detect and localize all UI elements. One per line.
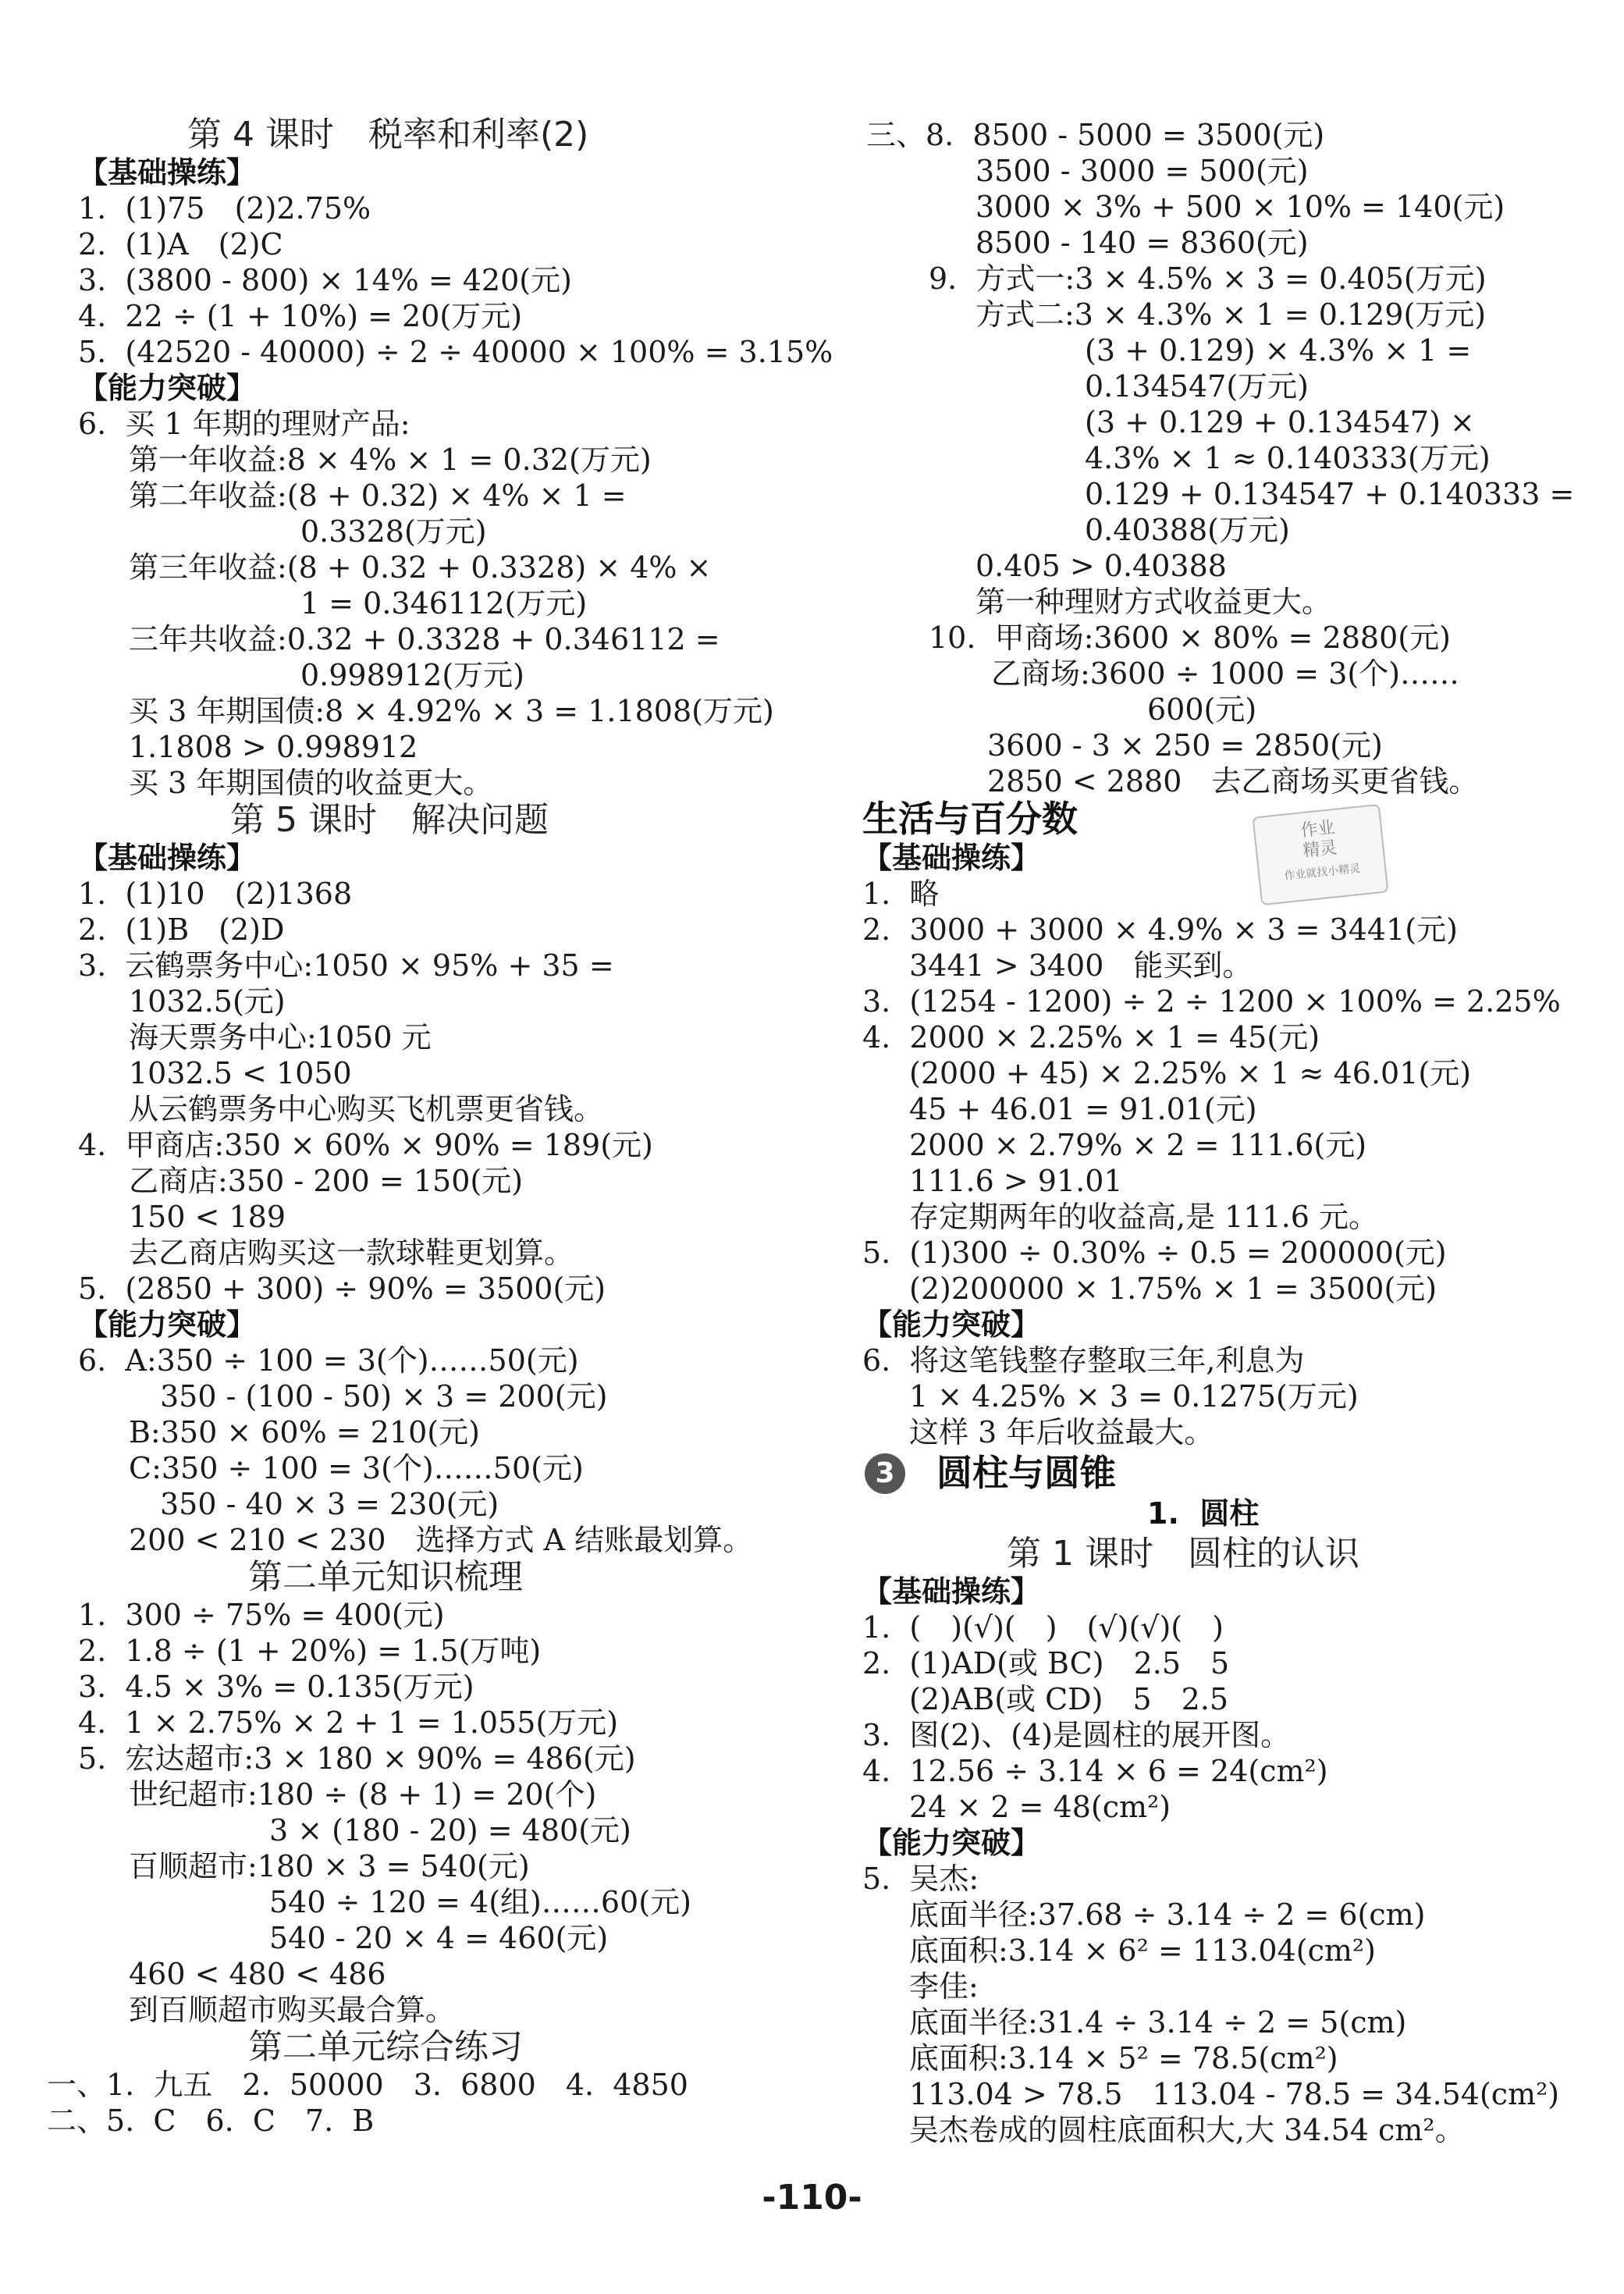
answer-line: 3 × (180 - 20) = 480(元) <box>269 1813 631 1848</box>
answer-line: 5. (2850 + 300) ÷ 90% = 3500(元) <box>78 1271 606 1306</box>
answer-line: 113.04 > 78.5 113.04 - 78.5 = 34.54(cm²) <box>909 2077 1560 2111</box>
answer-line: 600(元) <box>1147 692 1257 727</box>
section-basic: 【基础操练】 <box>862 1574 1041 1609</box>
answer-line: 45 + 46.01 = 91.01(元) <box>909 1092 1257 1126</box>
answer-line: 0.405 > 0.40388 <box>975 549 1227 583</box>
answer-line: 底面半径:31.4 ÷ 3.14 ÷ 2 = 5(cm) <box>909 2005 1407 2040</box>
section-basic: 【基础操练】 <box>78 155 257 190</box>
answer-line: 从云鹤票务中心购买飞机票更省钱。 <box>129 1092 604 1126</box>
answer-line: 一、1. 九五 2. 50000 3. 6800 4. 4850 <box>47 2068 688 2102</box>
answer-line: 540 - 20 × 4 = 460(元) <box>269 1921 609 1955</box>
answer-line: 方式二:3 × 4.3% × 1 = 0.129(万元) <box>975 297 1487 332</box>
answer-line: 2850 < 2880 去乙商场买更省钱。 <box>987 764 1479 798</box>
answer-line: 乙商场:3600 ÷ 1000 = 3(个)…… <box>991 656 1460 691</box>
answer-line: 3. (1254 - 1200) ÷ 2 ÷ 1200 × 100% = 2.25% <box>862 984 1561 1019</box>
section-basic: 【基础操练】 <box>78 841 257 875</box>
answer-line: 350 - (100 - 50) × 3 = 200(元) <box>160 1379 608 1414</box>
answer-line: 底面积:3.14 × 6² = 113.04(cm²) <box>909 1933 1376 1968</box>
section-basic: 【基础操练】 <box>862 841 1041 875</box>
answer-line: 6. 买 1 年期的理财产品: <box>78 407 410 441</box>
answer-line: 3. 4.5 × 3% = 0.135(万元) <box>78 1670 474 1704</box>
answer-line: 4.3% × 1 ≈ 0.140333(万元) <box>1085 441 1491 475</box>
answer-line: 1. ( )(√)( ) (√)(√)( ) <box>862 1610 1224 1645</box>
answer-line: 460 < 480 < 486 <box>129 1957 386 1991</box>
answer-line: 5. (1)300 ÷ 0.30% ÷ 0.5 = 200000(元) <box>862 1236 1447 1270</box>
section-ability: 【能力突破】 <box>862 1826 1041 1860</box>
answer-line: 5. (42520 - 40000) ÷ 2 ÷ 40000 × 100% = 3.15% <box>78 335 833 369</box>
lesson-title: 第 1 课时 圆柱的认识 <box>1007 1534 1359 1574</box>
section-title: 生活与百分数 <box>862 798 1078 840</box>
answer-line: 1 = 0.346112(万元) <box>300 586 588 621</box>
answer-line: C:350 ÷ 100 = 3(个)……50(元) <box>129 1451 584 1485</box>
answer-line: 吴杰卷成的圆柱底面积大,大 34.54 cm²。 <box>909 2113 1465 2147</box>
answer-line: B:350 × 60% = 210(元) <box>129 1415 480 1449</box>
page-number: -110- <box>762 2178 862 2218</box>
unit-number-badge: 3 <box>865 1453 905 1494</box>
answer-line: 2. 1.8 ÷ (1 + 20%) = 1.5(万吨) <box>78 1634 542 1668</box>
answer-line: 1032.5 < 1050 <box>129 1056 352 1090</box>
answer-line: 200 < 210 < 230 选择方式 A 结账最划算。 <box>129 1523 753 1557</box>
answer-line: 1. (1)10 (2)1368 <box>78 877 353 911</box>
answer-line: 9. 方式一:3 × 4.5% × 3 = 0.405(万元) <box>929 261 1487 296</box>
answer-line: 第三年收益:(8 + 0.32 + 0.3328) × 4% × <box>129 550 712 585</box>
answer-line: 6. 将这笔钱整存整取三年,利息为 <box>862 1343 1305 1378</box>
answer-line: 1. 300 ÷ 75% = 400(元) <box>78 1598 445 1632</box>
answer-line: 2. 3000 + 3000 × 4.9% × 3 = 3441(元) <box>862 912 1458 947</box>
answer-line: 4. 1 × 2.75% × 2 + 1 = 1.055(万元) <box>78 1705 619 1740</box>
section-ability: 【能力突破】 <box>78 1307 257 1342</box>
answer-line: 1.1808 > 0.998912 <box>129 730 418 764</box>
answer-line: 24 × 2 = 48(cm²) <box>909 1790 1171 1824</box>
answer-line: 1. 略 <box>862 877 940 911</box>
answer-line: 三年共收益:0.32 + 0.3328 + 0.346112 = <box>129 622 720 656</box>
lesson-title: 第 5 课时 解决问题 <box>230 800 549 840</box>
stamp-text: 精灵 <box>1302 838 1338 862</box>
answer-line: 1 × 4.25% × 3 = 0.1275(万元) <box>909 1379 1359 1414</box>
answer-line: (2000 + 45) × 2.25% × 1 ≈ 46.01(元) <box>909 1056 1472 1090</box>
unit-title: 圆柱与圆锥 <box>936 1452 1116 1494</box>
answer-line: (3 + 0.129 + 0.134547) × <box>1085 405 1475 439</box>
answer-line: 李佳: <box>909 1969 979 2004</box>
answer-line: 5. 吴杰: <box>862 1862 979 1896</box>
answer-line: 底面积:3.14 × 5² = 78.5(cm²) <box>909 2041 1338 2075</box>
stamp-logo <box>1252 804 1388 906</box>
answer-line: 去乙商店购买这一款球鞋更划算。 <box>129 1236 574 1270</box>
answer-line: 0.134547(万元) <box>1085 369 1309 404</box>
answer-line: 2. (1)A (2)C <box>78 227 283 261</box>
answer-line: 三、8. 8500 - 5000 = 3500(元) <box>866 118 1325 152</box>
answer-line: 3. (3800 - 800) × 14% = 420(元) <box>78 263 572 297</box>
answer-line: 111.6 > 91.01 <box>909 1164 1123 1198</box>
answer-line: 3441 > 3400 能买到。 <box>909 948 1253 983</box>
section-ability: 【能力突破】 <box>862 1307 1041 1342</box>
answer-line: 乙商店:350 - 200 = 150(元) <box>129 1164 524 1198</box>
answer-line: 1032.5(元) <box>129 984 286 1019</box>
answer-line: 2000 × 2.79% × 2 = 111.6(元) <box>909 1128 1367 1162</box>
answer-line: 2. (1)AD(或 BC) 2.5 5 <box>862 1646 1230 1680</box>
stamp-text: 作业就找小精灵 <box>1283 862 1361 883</box>
answer-line: 买 3 年期国债:8 × 4.92% × 3 = 1.1808(万元) <box>129 694 774 728</box>
answer-line: 4. 2000 × 2.25% × 1 = 45(元) <box>862 1020 1320 1055</box>
subunit-title: 1. 圆柱 <box>1147 1496 1260 1531</box>
answer-line: 第一年收益:8 × 4% × 1 = 0.32(万元) <box>129 443 652 477</box>
stamp-text: 作业 <box>1299 817 1336 841</box>
answer-line: (3 + 0.129) × 4.3% × 1 = <box>1085 333 1472 368</box>
answer-line: 3000 × 3% + 500 × 10% = 140(元) <box>975 190 1505 224</box>
answer-line: 1. (1)75 (2)2.75% <box>78 191 371 226</box>
answer-line: (2)200000 × 1.75% × 1 = 3500(元) <box>909 1271 1437 1306</box>
answer-line: 540 ÷ 120 = 4(组)……60(元) <box>269 1885 691 1919</box>
answer-line: 3600 - 3 × 250 = 2850(元) <box>987 728 1383 763</box>
answer-line: 这样 3 年后收益最大。 <box>909 1415 1214 1449</box>
answer-line: 3. 图(2)、(4)是圆柱的展开图。 <box>862 1718 1291 1752</box>
answer-line: 0.129 + 0.134547 + 0.140333 = <box>1085 477 1575 511</box>
answer-line: 6. A:350 ÷ 100 = 3(个)……50(元) <box>78 1343 579 1378</box>
answer-line: 海天票务中心:1050 元 <box>129 1020 432 1055</box>
answer-line: 10. 甲商场:3600 × 80% = 2880(元) <box>929 621 1451 655</box>
answer-line: 第二年收益:(8 + 0.32) × 4% × 1 = <box>129 478 627 513</box>
answer-line: 0.40388(万元) <box>1085 513 1290 547</box>
answer-line: 3500 - 3000 = 500(元) <box>975 154 1309 188</box>
answer-line: 二、5. C 6. C 7. B <box>47 2104 375 2138</box>
section-title: 第二单元综合练习 <box>248 2027 523 2067</box>
section-ability: 【能力突破】 <box>78 371 257 405</box>
answer-line: 350 - 40 × 3 = 230(元) <box>160 1487 499 1521</box>
answer-line: 4. 12.56 ÷ 3.14 × 6 = 24(cm²) <box>862 1754 1328 1788</box>
answer-line: 5. 宏达超市:3 × 180 × 90% = 486(元) <box>78 1741 636 1776</box>
answer-line: 第一种理财方式收益更大。 <box>975 585 1332 619</box>
answer-line: 4. 甲商店:350 × 60% × 90% = 189(元) <box>78 1128 653 1162</box>
answer-line: (2)AB(或 CD) 5 2.5 <box>909 1682 1229 1716</box>
lesson-title: 第 4 课时 税率和利率(2) <box>187 115 589 155</box>
answer-line: 2. (1)B (2)D <box>78 912 285 947</box>
section-title: 第二单元知识梳理 <box>248 1557 523 1597</box>
answer-line: 底面半径:37.68 ÷ 3.14 ÷ 2 = 6(cm) <box>909 1897 1426 1932</box>
answer-line: 3. 云鹤票务中心:1050 × 95% + 35 = <box>78 948 614 983</box>
answer-line: 到百顺超市购买最合算。 <box>129 1993 456 2027</box>
answer-line: 0.3328(万元) <box>300 514 487 549</box>
answer-line: 百顺超市:180 × 3 = 540(元) <box>129 1849 530 1883</box>
answer-line: 买 3 年期国债的收益更大。 <box>129 766 493 800</box>
answer-line: 0.998912(万元) <box>300 658 524 692</box>
answer-line: 4. 22 ÷ (1 + 10%) = 20(万元) <box>78 299 523 333</box>
answer-line: 150 < 189 <box>129 1200 286 1234</box>
answer-line: 8500 - 140 = 8360(元) <box>975 226 1309 260</box>
answer-line: 世纪超市:180 ÷ (8 + 1) = 20(个) <box>129 1777 597 1812</box>
answer-line: 存定期两年的收益高,是 111.6 元。 <box>909 1200 1379 1234</box>
